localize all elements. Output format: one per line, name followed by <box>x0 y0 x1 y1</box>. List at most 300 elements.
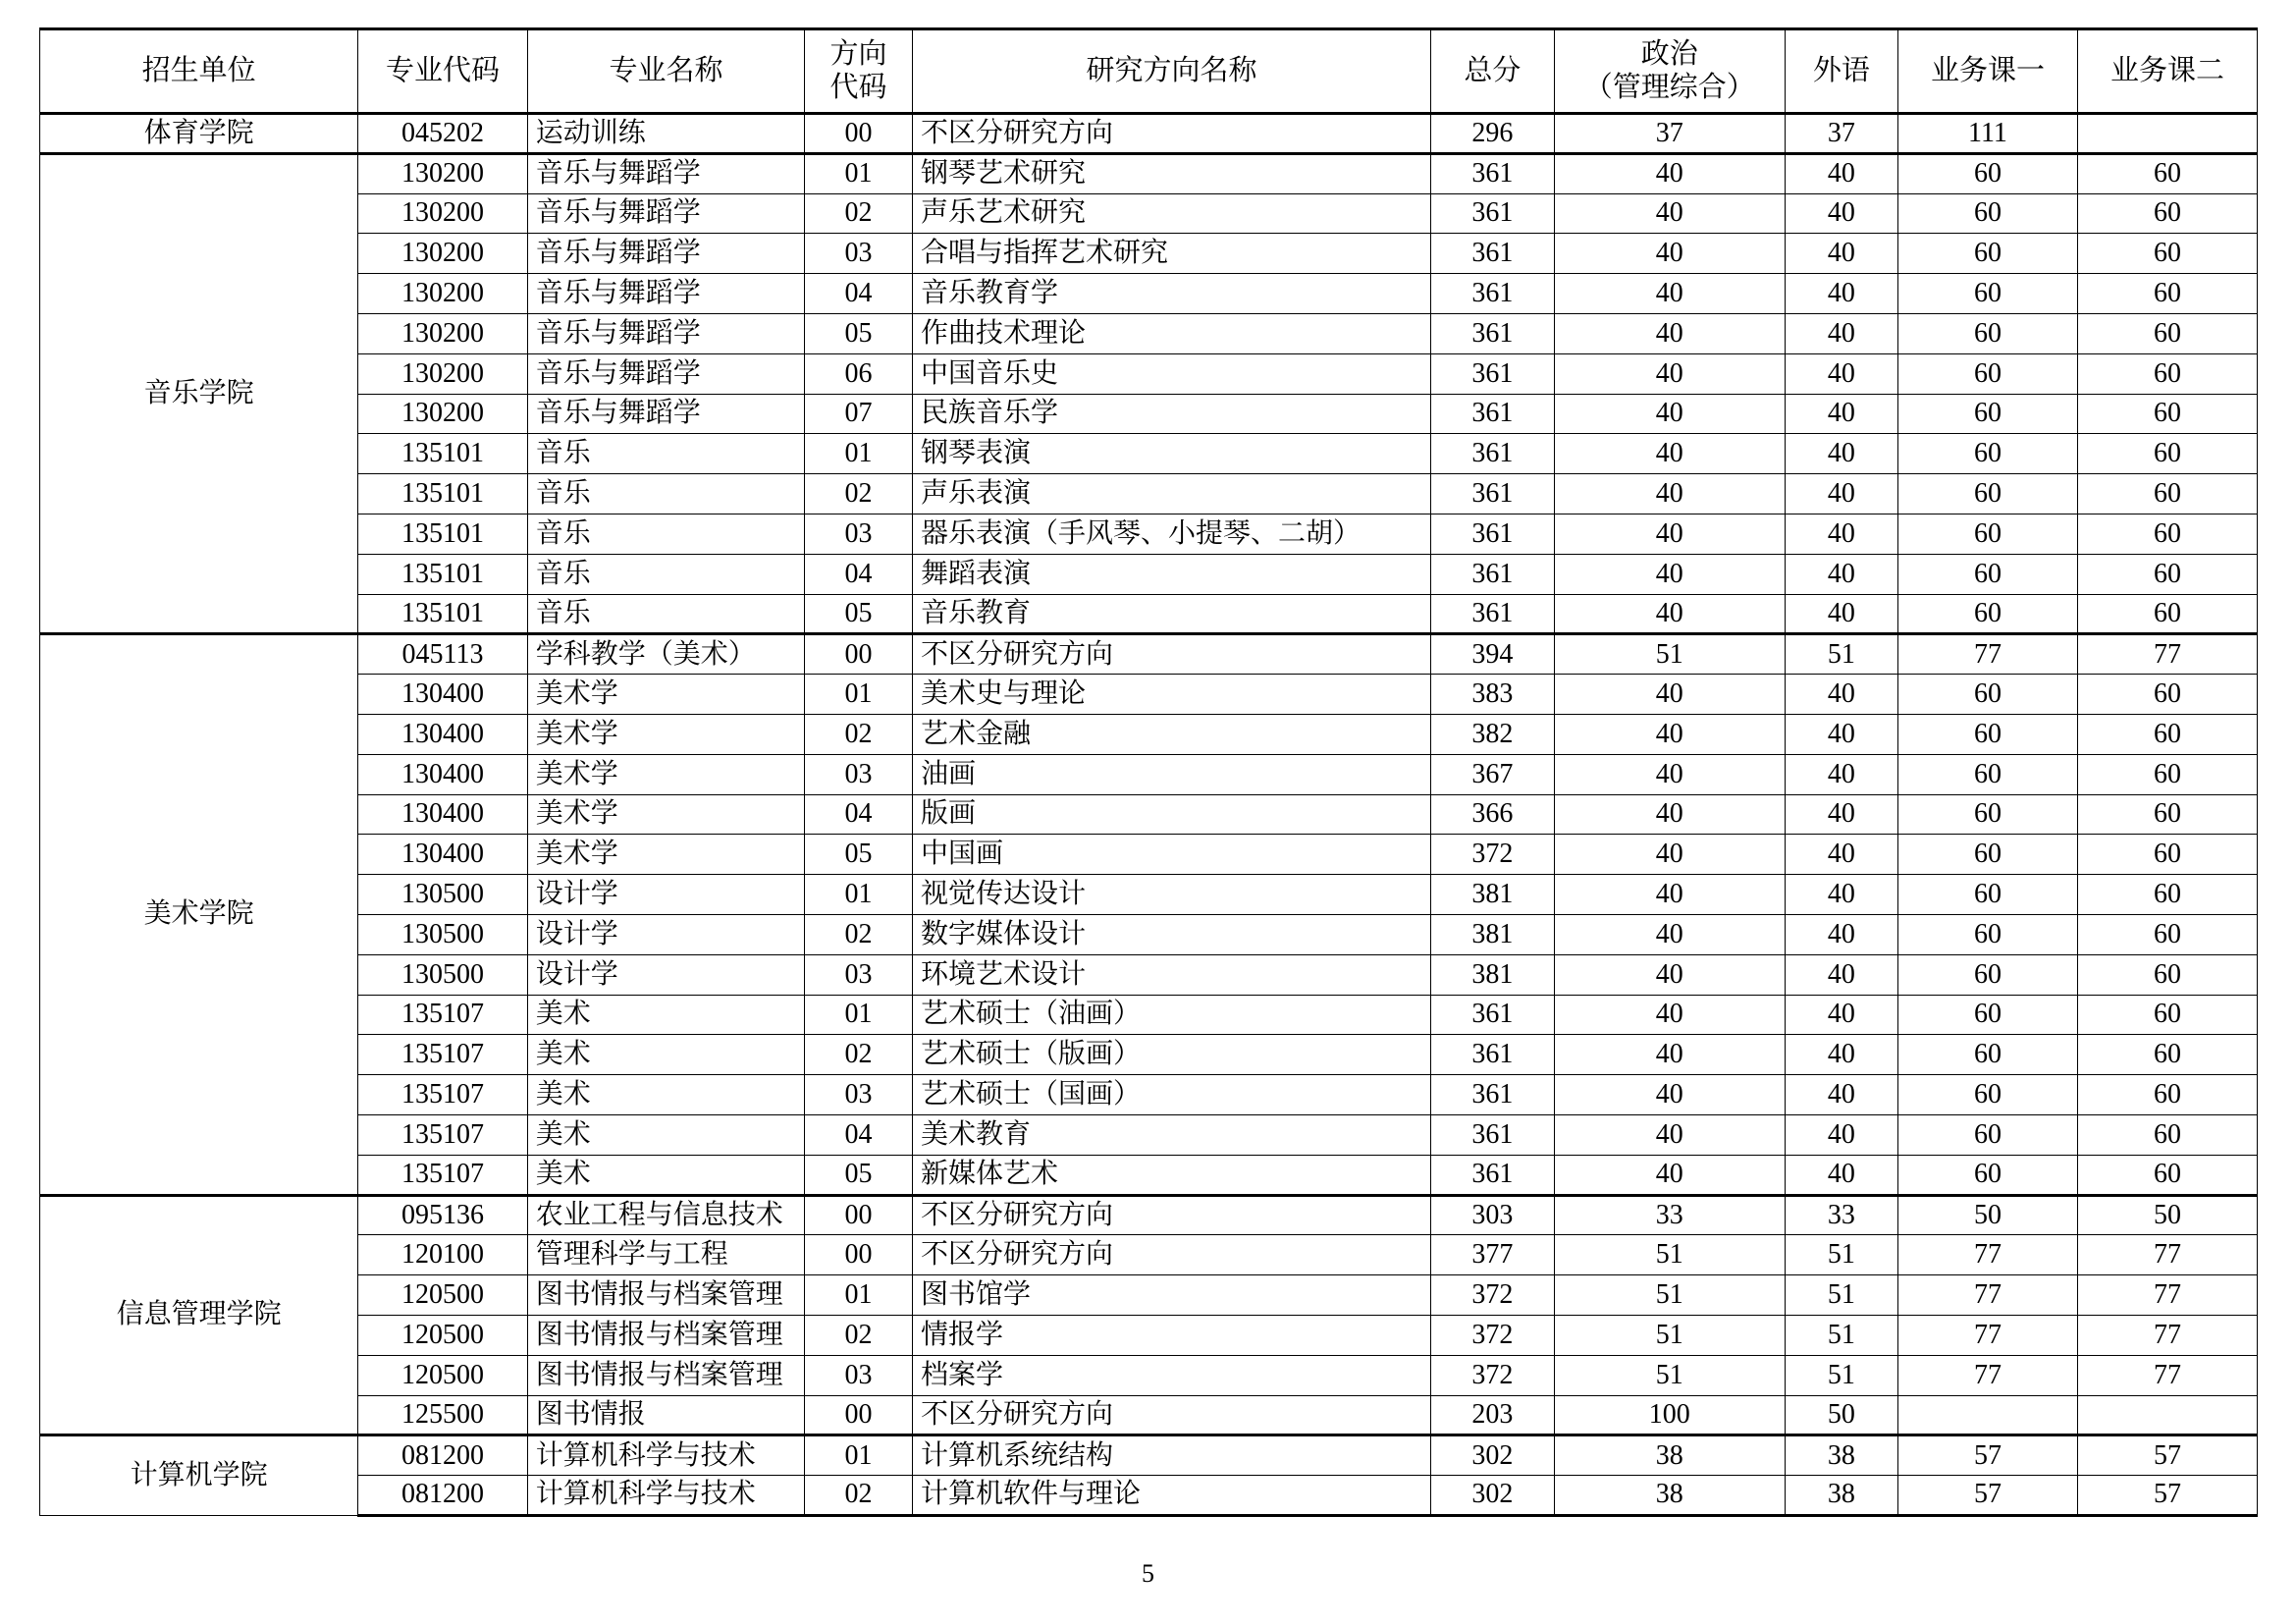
table-row <box>40 1355 2258 1395</box>
cell-major-code: 135107 <box>358 1035 528 1075</box>
cell-total: 372 <box>1431 1275 1555 1316</box>
cell-business-two <box>2077 114 2257 154</box>
cell-direction-code: 05 <box>805 594 913 634</box>
cell-total: 361 <box>1431 193 1555 234</box>
table-row <box>40 1235 2258 1275</box>
cell-total: 361 <box>1431 394 1555 434</box>
cell-direction-code: 02 <box>805 1476 913 1516</box>
cell-unit: 信息管理学院 <box>40 1195 358 1435</box>
cell-business-one: 60 <box>1897 954 2077 995</box>
table-row <box>40 914 2258 954</box>
cell-politics: 40 <box>1554 914 1785 954</box>
header-direction-code-line1: 方向 <box>829 38 887 71</box>
cell-foreign-language: 40 <box>1785 474 1897 514</box>
cell-total: 381 <box>1431 914 1555 954</box>
page-number: 5 <box>1142 1559 1154 1588</box>
cell-major-name: 计算机科学与技术 <box>527 1435 804 1476</box>
cell-foreign-language: 40 <box>1785 914 1897 954</box>
cell-direction-code: 06 <box>805 353 913 394</box>
cell-total: 361 <box>1431 1035 1555 1075</box>
table-row <box>40 675 2258 715</box>
header-foreign-language: 外语 <box>1785 29 1897 114</box>
cell-business-two: 60 <box>2077 794 2257 835</box>
cell-direction-name: 数字媒体设计 <box>912 914 1430 954</box>
table-row <box>40 835 2258 875</box>
cell-foreign-language: 51 <box>1785 1355 1897 1395</box>
cell-foreign-language: 40 <box>1785 514 1897 554</box>
cell-total: 302 <box>1431 1435 1555 1476</box>
cell-foreign-language: 40 <box>1785 434 1897 474</box>
cell-business-two: 50 <box>2077 1195 2257 1235</box>
cell-unit: 美术学院 <box>40 634 358 1195</box>
cell-business-two: 57 <box>2077 1476 2257 1516</box>
cell-direction-code: 02 <box>805 1315 913 1355</box>
cell-direction-name: 中国音乐史 <box>912 353 1430 394</box>
cell-major-name: 音乐与舞蹈学 <box>527 394 804 434</box>
table-row <box>40 234 2258 274</box>
cell-foreign-language: 51 <box>1785 1315 1897 1355</box>
cell-politics: 40 <box>1554 234 1785 274</box>
cell-politics: 40 <box>1554 1075 1785 1115</box>
cell-major-name: 美术 <box>527 1075 804 1115</box>
cell-major-code: 130400 <box>358 754 528 794</box>
cell-politics: 51 <box>1554 1315 1785 1355</box>
cell-politics: 40 <box>1554 193 1785 234</box>
cell-major-name: 美术学 <box>527 675 804 715</box>
cell-unit: 音乐学院 <box>40 153 358 634</box>
cell-major-code: 130200 <box>358 274 528 314</box>
cell-business-one: 60 <box>1897 794 2077 835</box>
cell-business-two: 60 <box>2077 1155 2257 1195</box>
cell-major-code: 130200 <box>358 153 528 193</box>
cell-business-two: 60 <box>2077 554 2257 594</box>
cell-major-code: 135101 <box>358 554 528 594</box>
cell-direction-name: 计算机软件与理论 <box>912 1476 1430 1516</box>
cell-major-name: 音乐与舞蹈学 <box>527 234 804 274</box>
header-politics-line2: （管理综合） <box>1583 71 1755 103</box>
cell-business-two: 60 <box>2077 954 2257 995</box>
cell-direction-code: 04 <box>805 1114 913 1155</box>
cell-direction-code: 03 <box>805 1075 913 1115</box>
table-row <box>40 995 2258 1035</box>
table-row <box>40 1195 2258 1235</box>
cell-business-two: 77 <box>2077 634 2257 675</box>
cell-direction-name: 艺术硕士（油画） <box>912 995 1430 1035</box>
cell-business-one: 77 <box>1897 1315 2077 1355</box>
cell-direction-name: 合唱与指挥艺术研究 <box>912 234 1430 274</box>
cell-direction-name: 环境艺术设计 <box>912 954 1430 995</box>
cell-politics: 40 <box>1554 1114 1785 1155</box>
cell-business-one: 60 <box>1897 554 2077 594</box>
table-body <box>40 114 2258 1516</box>
cell-direction-code: 02 <box>805 193 913 234</box>
cell-business-two: 60 <box>2077 714 2257 754</box>
cell-major-code: 135101 <box>358 514 528 554</box>
cell-foreign-language: 40 <box>1785 1155 1897 1195</box>
cell-major-code: 120500 <box>358 1315 528 1355</box>
cell-major-code: 130400 <box>358 714 528 754</box>
cell-politics: 51 <box>1554 1275 1785 1316</box>
table-row <box>40 594 2258 634</box>
cell-politics: 51 <box>1554 634 1785 675</box>
cell-business-two: 60 <box>2077 1075 2257 1115</box>
cell-total: 203 <box>1431 1395 1555 1435</box>
cell-direction-code: 00 <box>805 1195 913 1235</box>
cell-total: 381 <box>1431 875 1555 915</box>
table-header <box>40 29 2258 114</box>
cell-major-code: 135107 <box>358 995 528 1035</box>
table-row <box>40 1114 2258 1155</box>
admission-score-table <box>39 27 2258 1517</box>
cell-major-name: 图书情报 <box>527 1395 804 1435</box>
cell-foreign-language: 40 <box>1785 754 1897 794</box>
cell-major-name: 音乐 <box>527 514 804 554</box>
header-direction-code <box>805 29 913 114</box>
cell-direction-code: 05 <box>805 313 913 353</box>
cell-major-code: 135101 <box>358 474 528 514</box>
table-row <box>40 514 2258 554</box>
table-row <box>40 353 2258 394</box>
cell-foreign-language: 51 <box>1785 1235 1897 1275</box>
cell-major-name: 运动训练 <box>527 114 804 154</box>
table-row <box>40 554 2258 594</box>
cell-direction-name: 艺术金融 <box>912 714 1430 754</box>
table-row <box>40 634 2258 675</box>
cell-major-code: 135101 <box>358 594 528 634</box>
header-major-name: 专业名称 <box>527 29 804 114</box>
cell-direction-code: 00 <box>805 1395 913 1435</box>
cell-direction-code: 05 <box>805 835 913 875</box>
cell-major-code: 130400 <box>358 794 528 835</box>
cell-major-name: 音乐与舞蹈学 <box>527 353 804 394</box>
table-row <box>40 1395 2258 1435</box>
cell-major-name: 美术 <box>527 1155 804 1195</box>
cell-direction-code: 02 <box>805 914 913 954</box>
table-row <box>40 114 2258 154</box>
cell-politics: 40 <box>1554 514 1785 554</box>
cell-business-one: 60 <box>1897 914 2077 954</box>
cell-major-code: 130200 <box>358 313 528 353</box>
cell-direction-name: 音乐教育 <box>912 594 1430 634</box>
cell-direction-name: 视觉传达设计 <box>912 875 1430 915</box>
cell-direction-name: 音乐教育学 <box>912 274 1430 314</box>
cell-direction-code: 01 <box>805 434 913 474</box>
cell-politics: 40 <box>1554 835 1785 875</box>
cell-direction-code: 03 <box>805 514 913 554</box>
cell-major-name: 计算机科学与技术 <box>527 1476 804 1516</box>
cell-business-two: 77 <box>2077 1355 2257 1395</box>
cell-direction-code: 02 <box>805 714 913 754</box>
cell-total: 372 <box>1431 1315 1555 1355</box>
cell-politics: 40 <box>1554 474 1785 514</box>
cell-business-one: 60 <box>1897 594 2077 634</box>
cell-business-one: 60 <box>1897 754 2077 794</box>
cell-business-one: 60 <box>1897 875 2077 915</box>
cell-business-one: 60 <box>1897 714 2077 754</box>
cell-business-two: 60 <box>2077 353 2257 394</box>
cell-direction-name: 不区分研究方向 <box>912 634 1430 675</box>
cell-business-one: 60 <box>1897 153 2077 193</box>
cell-major-code: 130200 <box>358 394 528 434</box>
header-direction-code-line2: 代码 <box>829 71 887 103</box>
cell-politics: 51 <box>1554 1355 1785 1395</box>
cell-business-two: 60 <box>2077 514 2257 554</box>
cell-foreign-language: 40 <box>1785 153 1897 193</box>
cell-direction-code: 01 <box>805 1275 913 1316</box>
cell-politics: 40 <box>1554 153 1785 193</box>
cell-politics: 40 <box>1554 274 1785 314</box>
cell-total: 361 <box>1431 274 1555 314</box>
cell-major-code: 045202 <box>358 114 528 154</box>
cell-direction-name: 声乐艺术研究 <box>912 193 1430 234</box>
cell-politics: 40 <box>1554 794 1785 835</box>
cell-direction-code: 01 <box>805 995 913 1035</box>
cell-direction-name: 艺术硕士（国画） <box>912 1075 1430 1115</box>
cell-business-one: 60 <box>1897 995 2077 1035</box>
cell-politics: 37 <box>1554 114 1785 154</box>
cell-business-two: 60 <box>2077 434 2257 474</box>
cell-direction-code: 03 <box>805 954 913 995</box>
cell-major-name: 美术学 <box>527 714 804 754</box>
cell-direction-name: 版画 <box>912 794 1430 835</box>
table-row <box>40 274 2258 314</box>
cell-direction-name: 不区分研究方向 <box>912 1195 1430 1235</box>
cell-foreign-language: 40 <box>1785 954 1897 995</box>
cell-politics: 40 <box>1554 675 1785 715</box>
cell-major-name: 图书情报与档案管理 <box>527 1275 804 1316</box>
table-row <box>40 754 2258 794</box>
table-row <box>40 1275 2258 1316</box>
cell-total: 361 <box>1431 514 1555 554</box>
cell-major-name: 音乐与舞蹈学 <box>527 313 804 353</box>
cell-total: 361 <box>1431 995 1555 1035</box>
cell-politics: 100 <box>1554 1395 1785 1435</box>
cell-business-one: 50 <box>1897 1195 2077 1235</box>
cell-direction-code: 04 <box>805 274 913 314</box>
cell-foreign-language: 40 <box>1785 1075 1897 1115</box>
cell-foreign-language: 40 <box>1785 594 1897 634</box>
cell-major-name: 美术学 <box>527 835 804 875</box>
table-row <box>40 1035 2258 1075</box>
cell-politics: 40 <box>1554 714 1785 754</box>
cell-direction-name: 不区分研究方向 <box>912 1395 1430 1435</box>
cell-total: 361 <box>1431 153 1555 193</box>
cell-major-name: 音乐与舞蹈学 <box>527 153 804 193</box>
cell-business-one: 60 <box>1897 1155 2077 1195</box>
cell-direction-code: 03 <box>805 1355 913 1395</box>
cell-major-name: 设计学 <box>527 875 804 915</box>
cell-major-name: 图书情报与档案管理 <box>527 1355 804 1395</box>
cell-total: 372 <box>1431 835 1555 875</box>
cell-direction-name: 不区分研究方向 <box>912 1235 1430 1275</box>
cell-foreign-language: 40 <box>1785 714 1897 754</box>
cell-direction-code: 04 <box>805 794 913 835</box>
cell-foreign-language: 40 <box>1785 675 1897 715</box>
cell-total: 361 <box>1431 313 1555 353</box>
cell-major-name: 音乐 <box>527 434 804 474</box>
cell-total: 377 <box>1431 1235 1555 1275</box>
cell-direction-name: 油画 <box>912 754 1430 794</box>
cell-business-two: 77 <box>2077 1235 2257 1275</box>
cell-politics: 38 <box>1554 1435 1785 1476</box>
cell-business-one: 60 <box>1897 835 2077 875</box>
header-politics <box>1554 29 1785 114</box>
cell-business-one: 60 <box>1897 313 2077 353</box>
cell-politics: 40 <box>1554 353 1785 394</box>
cell-politics: 33 <box>1554 1195 1785 1235</box>
cell-unit: 计算机学院 <box>40 1435 358 1516</box>
cell-politics: 40 <box>1554 754 1785 794</box>
cell-major-name: 美术 <box>527 1035 804 1075</box>
cell-business-one: 60 <box>1897 474 2077 514</box>
cell-total: 361 <box>1431 594 1555 634</box>
cell-foreign-language: 40 <box>1785 875 1897 915</box>
cell-major-name: 图书情报与档案管理 <box>527 1315 804 1355</box>
header-unit: 招生单位 <box>40 29 358 114</box>
cell-major-name: 管理科学与工程 <box>527 1235 804 1275</box>
cell-major-code: 081200 <box>358 1435 528 1476</box>
cell-business-one: 60 <box>1897 1114 2077 1155</box>
cell-major-name: 音乐与舞蹈学 <box>527 193 804 234</box>
cell-politics: 40 <box>1554 394 1785 434</box>
cell-major-code: 120500 <box>358 1275 528 1316</box>
cell-direction-name: 图书馆学 <box>912 1275 1430 1316</box>
cell-business-one: 60 <box>1897 1035 2077 1075</box>
cell-business-one: 60 <box>1897 1075 2077 1115</box>
cell-foreign-language: 40 <box>1785 193 1897 234</box>
cell-foreign-language: 40 <box>1785 554 1897 594</box>
table-row <box>40 1075 2258 1115</box>
cell-major-name: 美术 <box>527 995 804 1035</box>
cell-major-name: 音乐 <box>527 554 804 594</box>
cell-total: 367 <box>1431 754 1555 794</box>
cell-direction-code: 02 <box>805 1035 913 1075</box>
cell-foreign-language: 40 <box>1785 995 1897 1035</box>
cell-major-name: 设计学 <box>527 954 804 995</box>
cell-total: 383 <box>1431 675 1555 715</box>
cell-business-two: 60 <box>2077 394 2257 434</box>
cell-foreign-language: 40 <box>1785 394 1897 434</box>
cell-business-one: 60 <box>1897 394 2077 434</box>
cell-business-two: 60 <box>2077 313 2257 353</box>
cell-total: 361 <box>1431 434 1555 474</box>
cell-business-two: 60 <box>2077 1114 2257 1155</box>
cell-total: 361 <box>1431 1075 1555 1115</box>
cell-major-code: 120500 <box>358 1355 528 1395</box>
cell-major-code: 095136 <box>358 1195 528 1235</box>
cell-direction-code: 01 <box>805 153 913 193</box>
cell-foreign-language: 51 <box>1785 634 1897 675</box>
cell-business-two: 60 <box>2077 875 2257 915</box>
cell-major-code: 130500 <box>358 875 528 915</box>
cell-business-one: 60 <box>1897 274 2077 314</box>
cell-major-name: 美术 <box>527 1114 804 1155</box>
cell-total: 361 <box>1431 1155 1555 1195</box>
table-row <box>40 153 2258 193</box>
table-row <box>40 313 2258 353</box>
cell-direction-name: 美术教育 <box>912 1114 1430 1155</box>
cell-direction-name: 声乐表演 <box>912 474 1430 514</box>
header-row <box>40 29 2258 114</box>
table-row <box>40 794 2258 835</box>
cell-business-two: 60 <box>2077 153 2257 193</box>
cell-major-code: 130200 <box>358 193 528 234</box>
cell-major-code: 130500 <box>358 954 528 995</box>
cell-major-code: 135107 <box>358 1114 528 1155</box>
header-business-two: 业务课二 <box>2077 29 2257 114</box>
cell-business-two: 60 <box>2077 234 2257 274</box>
cell-direction-name: 器乐表演（手风琴、小提琴、二胡） <box>912 514 1430 554</box>
cell-business-one: 77 <box>1897 634 2077 675</box>
cell-business-one <box>1897 1395 2077 1435</box>
cell-business-two <box>2077 1395 2257 1435</box>
cell-business-two: 77 <box>2077 1275 2257 1316</box>
cell-direction-code: 01 <box>805 1435 913 1476</box>
cell-politics: 40 <box>1554 1155 1785 1195</box>
cell-business-two: 77 <box>2077 1315 2257 1355</box>
table-row <box>40 434 2258 474</box>
table-row <box>40 1476 2258 1516</box>
cell-direction-code: 00 <box>805 634 913 675</box>
cell-foreign-language: 40 <box>1785 794 1897 835</box>
cell-major-code: 130400 <box>358 835 528 875</box>
cell-direction-name: 中国画 <box>912 835 1430 875</box>
cell-business-one: 57 <box>1897 1476 2077 1516</box>
cell-major-name: 美术学 <box>527 794 804 835</box>
cell-direction-code: 03 <box>805 234 913 274</box>
cell-foreign-language: 38 <box>1785 1476 1897 1516</box>
cell-politics: 40 <box>1554 313 1785 353</box>
table-row <box>40 1155 2258 1195</box>
cell-business-two: 60 <box>2077 274 2257 314</box>
cell-total: 361 <box>1431 353 1555 394</box>
cell-direction-code: 05 <box>805 1155 913 1195</box>
cell-business-two: 60 <box>2077 675 2257 715</box>
cell-business-one: 60 <box>1897 675 2077 715</box>
header-business-one: 业务课一 <box>1897 29 2077 114</box>
cell-business-one: 60 <box>1897 434 2077 474</box>
table-row <box>40 714 2258 754</box>
cell-direction-name: 档案学 <box>912 1355 1430 1395</box>
cell-foreign-language: 38 <box>1785 1435 1897 1476</box>
cell-business-one: 111 <box>1897 114 2077 154</box>
cell-foreign-language: 40 <box>1785 274 1897 314</box>
cell-business-one: 77 <box>1897 1355 2077 1395</box>
cell-politics: 40 <box>1554 995 1785 1035</box>
cell-direction-name: 不区分研究方向 <box>912 114 1430 154</box>
cell-foreign-language: 37 <box>1785 114 1897 154</box>
header-total: 总分 <box>1431 29 1555 114</box>
cell-major-code: 135107 <box>358 1075 528 1115</box>
cell-politics: 40 <box>1554 554 1785 594</box>
cell-direction-name: 新媒体艺术 <box>912 1155 1430 1195</box>
cell-total: 372 <box>1431 1355 1555 1395</box>
cell-business-one: 60 <box>1897 514 2077 554</box>
cell-direction-name: 钢琴表演 <box>912 434 1430 474</box>
cell-foreign-language: 51 <box>1785 1275 1897 1316</box>
cell-major-code: 130500 <box>358 914 528 954</box>
cell-business-one: 60 <box>1897 234 2077 274</box>
table-row <box>40 954 2258 995</box>
table-row <box>40 875 2258 915</box>
cell-business-two: 60 <box>2077 754 2257 794</box>
cell-business-two: 60 <box>2077 193 2257 234</box>
cell-major-code: 045113 <box>358 634 528 675</box>
cell-major-name: 学科教学（美术） <box>527 634 804 675</box>
cell-politics: 38 <box>1554 1476 1785 1516</box>
cell-direction-code: 01 <box>805 675 913 715</box>
cell-direction-code: 07 <box>805 394 913 434</box>
